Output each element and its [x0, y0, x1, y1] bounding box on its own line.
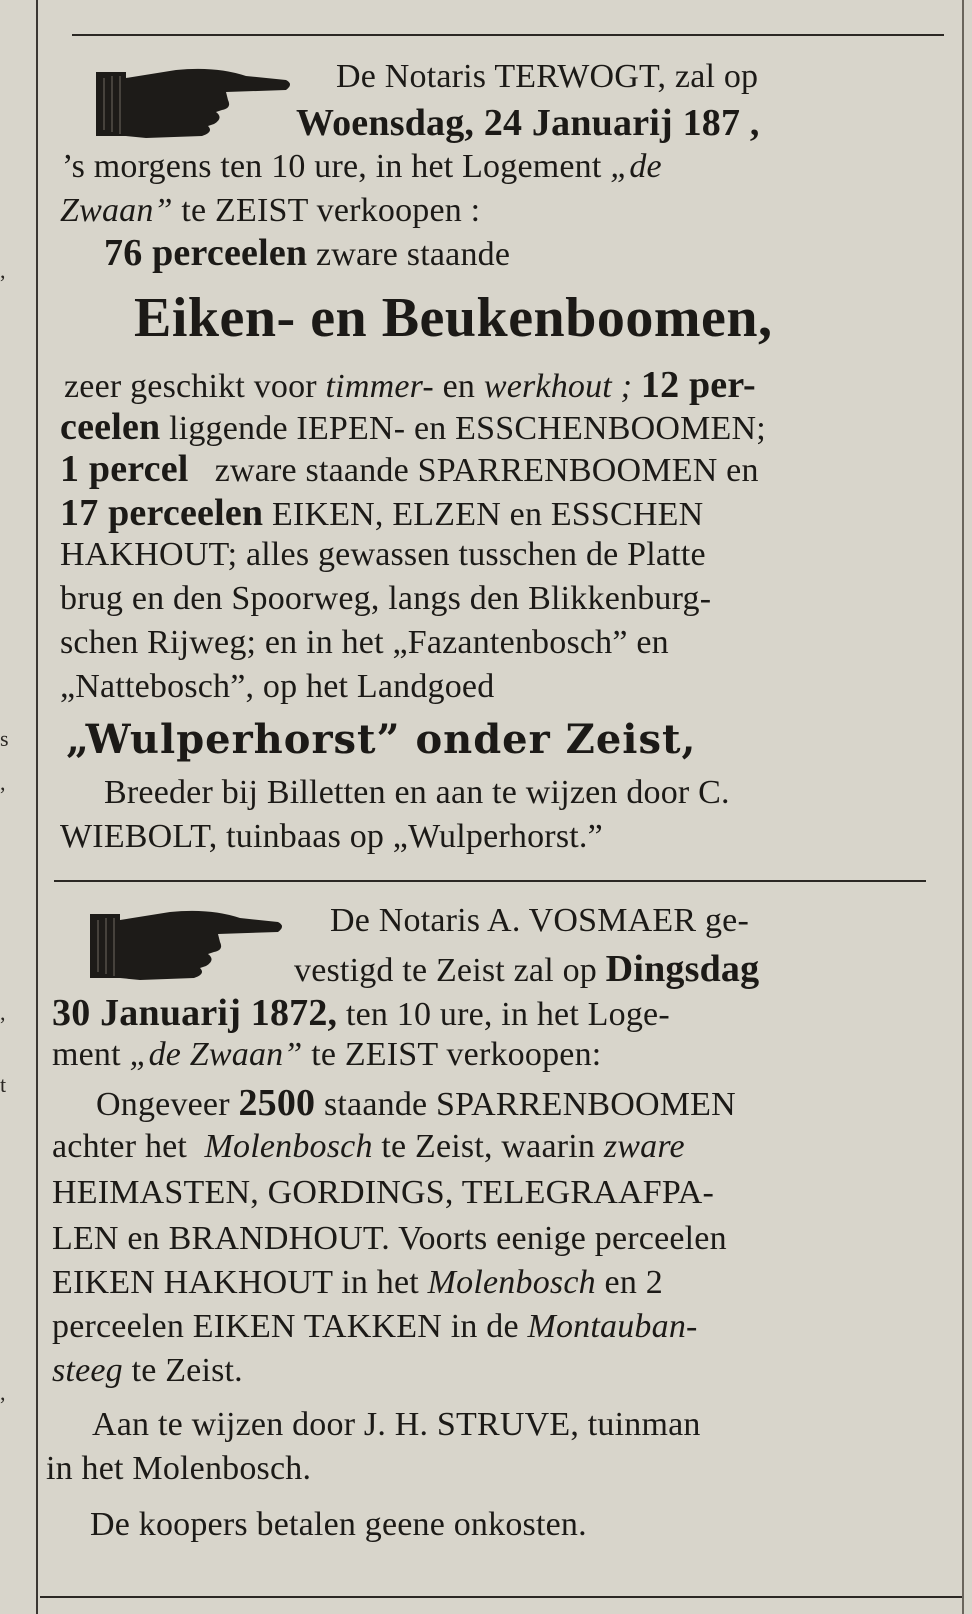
ad2-line-7: HEIMASTEN, GORDINGS, TELEGRAAFPA-: [52, 1174, 715, 1211]
pointing-hand-icon: [96, 64, 296, 140]
column-rule-left: [36, 0, 38, 1614]
ad1-line-4: Zwaan” te ZEIST verkoopen :: [60, 192, 481, 229]
ad1-line-2: Woensdag, 24 Januarij 187 ,: [296, 102, 760, 144]
ad1-line-16: Breeder bij Billetten en aan te wijzen door C.: [104, 774, 730, 811]
ad2-line-12: Aan te wijzen door J. H. STRUVE, tuinman: [92, 1406, 701, 1443]
left-fragment-char: ,: [0, 258, 6, 283]
ad2-line-13: in het Molenbosch.: [46, 1450, 312, 1487]
ad2-line-11: steeg te Zeist.: [52, 1352, 243, 1389]
ad1-line-7: zeer geschikt voor timmer- en werkhout ; 12 per-: [64, 364, 756, 406]
ad1-heading: Eiken- en Beukenboomen,: [134, 287, 773, 349]
separator-rule: [54, 880, 926, 882]
ad1-line-17: WIEBOLT, tuinbaas op „Wulperhorst.”: [60, 818, 603, 855]
left-fragment-char: ,: [0, 770, 6, 795]
ad1-line-8: ceelen liggende IEPEN- en ESSCHENBOOMEN;: [60, 406, 766, 448]
left-fragment-char: ,: [0, 1000, 6, 1025]
pointing-hand-icon: [90, 906, 286, 982]
ad2-line-9: EIKEN HAKHOUT in het Molenbosch en 2: [52, 1264, 663, 1301]
left-fragment-char: t: [0, 1072, 7, 1097]
ad1-line-3: ’s morgens ten 10 ure, in het Logement „de: [62, 148, 662, 185]
left-fragment-char: ,: [0, 1380, 6, 1405]
ad1-line-14: „Nattebosch”, op het Landgoed: [60, 668, 495, 705]
ad1-line-9: 1 percel zware staande SPARRENBOOMEN en: [60, 448, 759, 490]
ad2-line-14: De koopers betalen geene onkosten.: [90, 1506, 587, 1543]
ad1-estate-name: „Wulperhorst” onder Zeist,: [66, 716, 697, 763]
ad1-line-12: brug en den Spoorweg, langs den Blikkenburg-: [60, 580, 712, 617]
ad1-line-5: 76 perceelen zware staande: [104, 232, 511, 274]
bottom-rule: [40, 1596, 962, 1598]
ad1-line-1: De Notaris TERWOGT, zal op: [336, 58, 759, 95]
ad2-line-4: ment „de Zwaan” te ZEIST verkoopen:: [52, 1036, 602, 1073]
ad1-line-10: 17 perceelen EIKEN, ELZEN en ESSCHEN: [60, 492, 704, 534]
ad2-line-10: perceelen EIKEN TAKKEN in de Montauban-: [52, 1308, 698, 1345]
ad2-line-2: vestigd te Zeist zal op Dingsdag: [294, 948, 760, 990]
ad2-line-5: Ongeveer 2500 staande SPARRENBOOMEN: [96, 1082, 736, 1124]
ad1-line-11: HAKHOUT; alles gewassen tusschen de Platte: [60, 536, 706, 573]
ad2-line-6: achter het Molenbosch te Zeist, waarin zware: [52, 1128, 685, 1165]
left-fragment-char: s: [0, 726, 9, 751]
adjacent-column-fragment: [0, 0, 34, 1614]
top-rule: [72, 34, 944, 36]
ad1-line-13: schen Rijweg; en in het „Fazantenbosch” en: [60, 624, 669, 661]
ad2-line-1: De Notaris A. VOSMAER ge-: [330, 902, 749, 939]
ad2-line-3: 30 Januarij 1872, ten 10 ure, in het Loge-: [52, 992, 670, 1034]
column-rule-right: [962, 0, 964, 1614]
ad2-line-8: LEN en BRANDHOUT. Voorts eenige perceelen: [52, 1220, 727, 1257]
